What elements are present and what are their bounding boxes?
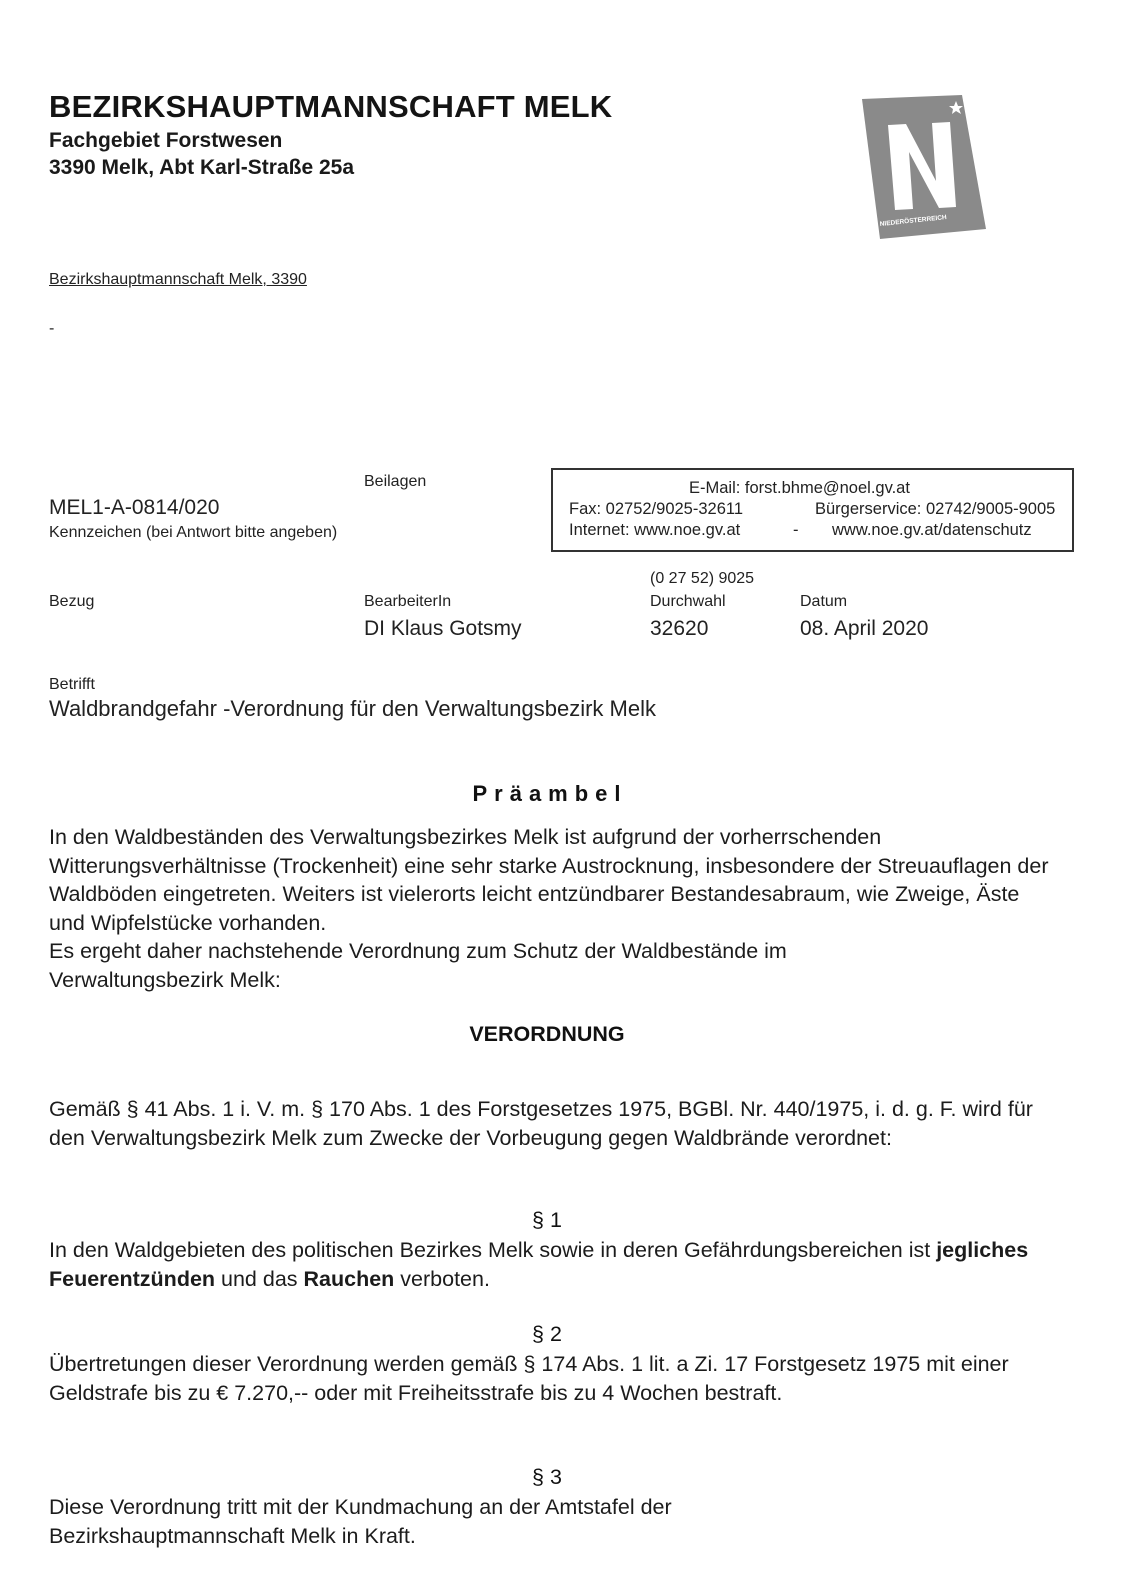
section-2-text: Übertretungen dieser Verordnung werden gemäß § 174 Abs. 1 lit. a Zi. 17 Forstgesetz 1975 mit einer Geldstrafe bis zu € 7.270,-- oder mit Freiheitsstrafe bis zu 4 Wochen bestraft. [49,1352,1009,1405]
phone-prefix: (0 27 52) 9025 [650,570,755,587]
section-3-text: Diese Verordnung tritt mit der Kundmachung an der Amtstafel der Bezirkshauptmannschaft Melk in Kraft. [49,1495,672,1548]
bearbeiter-name: DI Klaus Gotsmy [364,617,522,640]
datum-value: 08. April 2020 [800,617,929,640]
preamble-title: Präambel [472,781,628,806]
contact-separator: - [793,521,799,539]
contact-email: E-Mail: forst.bhme@noel.gv.at [689,479,910,497]
subject-label: Betrifft [49,676,95,693]
bezug-label: Bezug [49,593,95,610]
niederoesterreich-logo-icon [858,95,998,245]
address: 3390 Melk, Abt Karl-Straße 25a [49,156,355,179]
reference-number: MEL1-A-0814/020 [49,496,220,519]
contact-buergerservice: Bürgerservice: 02742/9005-9005 [815,500,1056,518]
section-1-text-part: In den Waldgebieten des politischen Bezirkes Melk sowie in deren Gefährdungsbereichen ist [49,1238,937,1262]
ordinance-intro: Gemäß § 41 Abs. 1 i. V. m. § 170 Abs. 1 des Forstgesetzes 1975, BGBl. Nr. 440/1975, i. d. g. F. wird für den Verwaltungsbezirk Melk zum Zwecke der Vorbeugung gegen Waldbrände verordnet: [49,1097,1033,1150]
contact-datenschutz: www.noe.gv.at/datenschutz [832,521,1032,539]
contact-internet: Internet: www.noe.gv.at [569,521,741,539]
department: Fachgebiet Forstwesen [49,129,283,152]
datum-label: Datum [800,593,848,610]
section-1-bold-smoking: Rauchen [303,1266,395,1291]
contact-fax: Fax: 02752/9025-32611 [569,500,743,518]
reference-hint: Kennzeichen (bei Antwort bitte angeben) [49,524,338,541]
section-2-title: § 2 [532,1322,562,1346]
subject-text: Waldbrandgefahr -Verordnung für den Verwaltungsbezirk Melk [49,696,656,721]
preamble-paragraph-2: Es ergeht daher nachstehende Verordnung zum Schutz der Waldbestände im Verwaltungsbezirk Melk: [49,939,787,992]
durchwahl-value: 32620 [650,617,709,640]
contact-box [551,468,1074,552]
ordinance-title: VERORDNUNG [469,1022,625,1046]
section-1-text [49,1236,1049,1293]
recipient-placeholder: - [49,320,55,337]
beilagen-label: Beilagen [364,473,427,490]
authority-title: BEZIRKSHAUPTMANNSCHAFT MELK [49,89,613,124]
preamble-paragraph-1: In den Waldbeständen des Verwaltungsbezirkes Melk ist aufgrund der vorherrschenden Witterungsverhältnisse (Trockenheit) eine sehr starke Austrocknung, insbesondere der Streuauflagen der Waldböden eingetreten. Weiters ist vielerorts leicht entzündbarer Bestandesabraum, wie Zweige, Äste und Wipfelstücke vorhanden. [49,825,1049,935]
section-1-text-part: verboten. [394,1266,490,1291]
section-1-text-part: und das [215,1266,304,1291]
durchwahl-label: Durchwahl [650,593,726,610]
section-1-title: § 1 [532,1208,562,1232]
bearbeiter-label: BearbeiterIn [364,593,452,610]
section-3-title: § 3 [532,1465,562,1489]
section-1-bold-fire: jegliches Feuerentzünden [49,1238,1029,1291]
logo-caption: NIEDERÖSTERREICH [879,214,948,228]
sender-line: Bezirkshauptmannschaft Melk, 3390 [49,271,307,288]
